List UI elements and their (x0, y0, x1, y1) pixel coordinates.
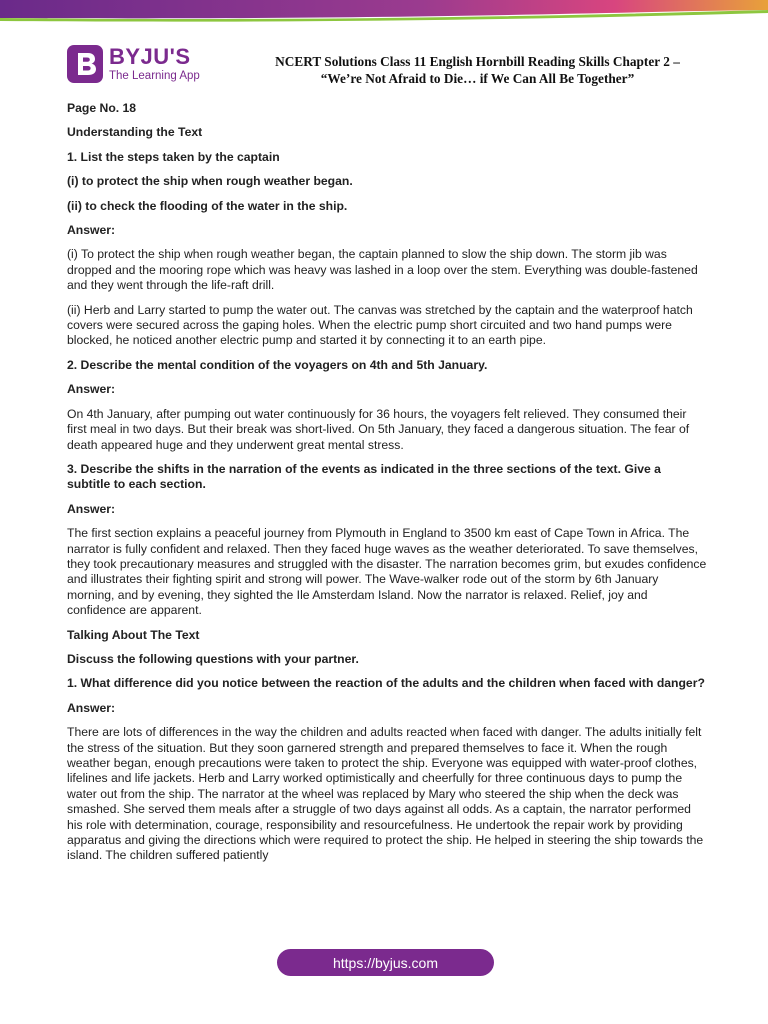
answer-3: The first section explains a peaceful journey from Plymouth in England to 3500 km east of Cape Town in Africa. The narrator is fully confident and relaxed. Then they faced huge waves as the weather deteriorated. To save themselves, they took precautionary measures and struggled with the disaster. The narration becomes grim, but exudes confidence and illustrates their fighting spirit and strong will power. The Wave-walker rode out of the storm by 6th January morning, and by evening, they sighted the Ile Amsterdam Island. Now the narrator is relaxed. Relief, joy and confidence are apparent. (67, 526, 707, 618)
footer-url[interactable]: https://byjus.com (332, 954, 439, 971)
answer-label: Answer: (67, 700, 116, 715)
answer-label: Answer: (67, 382, 116, 397)
answer-label: Answer: (67, 223, 116, 238)
answer-1-part-i: (i) To protect the ship when rough weather began, the captain planned to slow the ship down. The storm jib was dropped and the mooring rope which was heavy was lashed in a loop over the stem. Everything was double-fastened and they went through the life-raft drill. (67, 247, 698, 293)
logo-tagline: The Learning App (109, 69, 200, 82)
question-3: 3. Describe the shifts in the narration of the events as indicated in the three sections of the text. Give a subtitle to each section. (67, 461, 661, 492)
answer-1-part-ii: (ii) Herb and Larry started to pump the water out. The canvas was stretched by the captain and the waterproof hatch covers were secured across the gaping holes. When the electric pump short circuited and two hand pumps were blocked, he noticed another electric pump and started it by connecting it to an earth pipe. (67, 302, 693, 348)
section-heading-understanding: Understanding the Text (67, 125, 203, 140)
discuss-instruction: Discuss the following questions with your partner. (67, 651, 359, 666)
answer-talking-1: There are lots of differences in the way the children and adults reacted when faced with danger. The adults initially felt the stress of the situation. But they soon garnered strength and prepared themselves to face it. When the rough weather began, enough precautions were taken to protect the ship. Everyone was equipped with water-proof clothes, lifelines and life jackets. Herb and Larry worked optimistically and cheerfully for three continuous days to pump the water out from the ship. The narrator at the wheel was replaced by Mary who steered the ship when the deck was smashed. She served them meals after a struggle of two days against all odds. As a captain, the narrator performed his role with determination, courage, responsibility and resourcefulness. He undertook the repair work by providing apparatus and giving the directions which were required to protect the ship. He helped in steering the ship towards the island. The children suffered patiently (67, 725, 704, 863)
question-1-part-ii: (ii) to check the flooding of the water in the ship. (67, 198, 348, 213)
document-title-line-1: NCERT Solutions Class 11 English Hornbill Reading Skills Chapter 2 – (275, 54, 680, 69)
question-1-part-i: (i) to protect the ship when rough weather began. (67, 174, 353, 189)
answer-2: On 4th January, after pumping out water continuously for 36 hours, the voyagers felt relieved. They consumed their first meal in two days. But their break was short-lived. On 5th January, they faced a dangerous situation. The fear of death appeared huge and they underwent great mental stress. (67, 406, 690, 452)
question-2: 2. Describe the mental condition of the voyagers on 4th and 5th January. (67, 357, 488, 372)
question-talking-1: 1. What difference did you notice between the reaction of the adults and the children when faced with danger? (67, 676, 705, 691)
answer-label: Answer: (67, 501, 116, 516)
document-content (67, 101, 707, 873)
footer-website-link[interactable] (277, 949, 494, 976)
logo-name: BYJU'S (109, 43, 191, 69)
document-title (250, 53, 705, 87)
page-number: Page No. 18 (67, 101, 137, 115)
byjus-logo (67, 45, 200, 83)
question-1: 1. List the steps taken by the captain (67, 149, 280, 164)
top-decorative-band (0, 0, 768, 22)
document-title-line-2: “We’re Not Afraid to Die… if We Can All Be Together” (320, 71, 635, 86)
section-heading-talking: Talking About The Text (67, 627, 200, 642)
logo-badge-icon (67, 45, 103, 83)
